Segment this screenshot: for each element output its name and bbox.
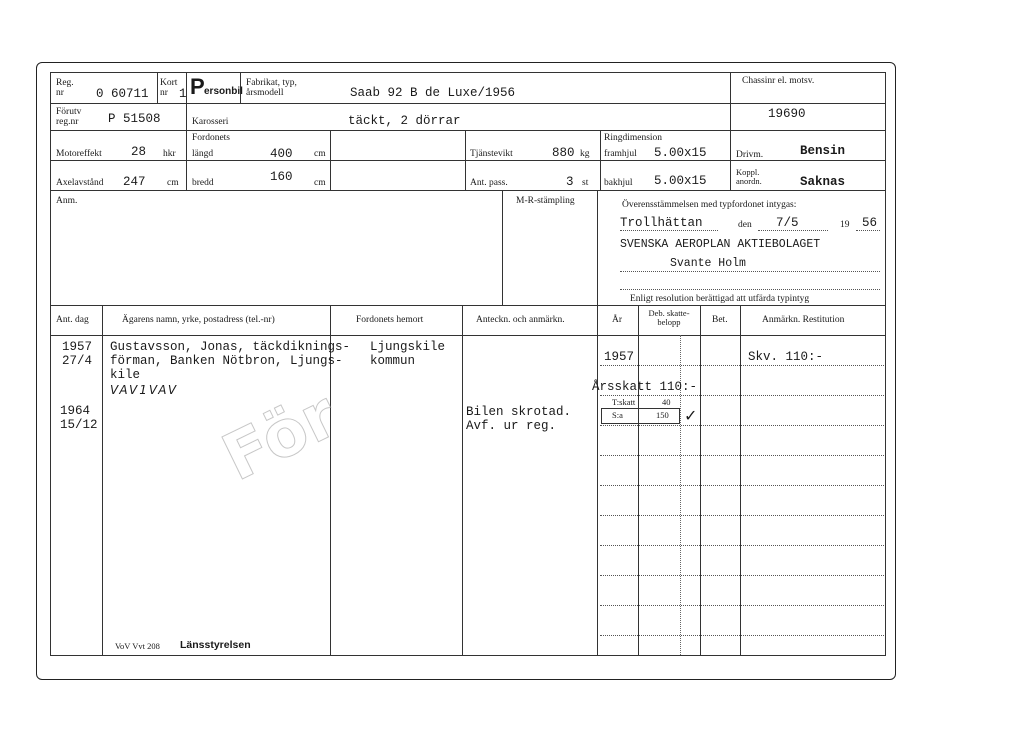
- rule: [600, 575, 884, 576]
- cert-place: Trollhättan: [620, 216, 703, 230]
- anm-label: Anm.: [56, 196, 78, 206]
- koppl-value: Saknas: [800, 175, 846, 189]
- koppl-label: Koppl. anordn.: [736, 167, 762, 186]
- rule: [740, 305, 741, 655]
- rule: [730, 72, 731, 190]
- enligt-resolution: Enligt resolution berättigad att utfärda typintyg: [630, 294, 810, 304]
- rule: [638, 305, 639, 655]
- bredd-value: 160: [270, 170, 293, 184]
- rule: [600, 635, 884, 636]
- drivm-value: Bensin: [800, 144, 846, 158]
- arsskatt-value: Årsskatt 110:-: [592, 380, 698, 394]
- rule: [856, 230, 880, 231]
- col-deb-skattebelopp: Deb. skatte- belopp: [648, 308, 690, 327]
- rule: [597, 305, 598, 655]
- karosseri-label: Karosseri: [192, 117, 229, 127]
- sa-label: S:a: [612, 410, 623, 420]
- year-prefix: 19: [840, 220, 850, 230]
- rule: [600, 395, 884, 396]
- framhjul-label: framhjul: [604, 149, 637, 159]
- owner-line-3: kile: [110, 368, 141, 382]
- fabrikat-label: Fabrikat, typ, årsmodell: [246, 78, 297, 98]
- faded-stamp: För: [211, 378, 349, 496]
- cert-date: 7/5: [776, 216, 799, 230]
- handwritten-mark: VAV1VAV: [110, 383, 179, 397]
- tjanstevikt-label: Tjänstevikt: [470, 149, 513, 159]
- sa-value: 150: [656, 410, 669, 420]
- rule: [597, 190, 598, 305]
- rule: [157, 72, 158, 103]
- rule: [600, 130, 601, 190]
- rule: [600, 605, 884, 606]
- rule: [600, 425, 884, 426]
- antpass-label: Ant. pass.: [470, 178, 508, 188]
- issuer-name: Länsstyrelsen: [180, 639, 251, 651]
- rule: [102, 305, 103, 655]
- signatory-name: Svante Holm: [670, 257, 746, 270]
- col-agarens-namn: Ägarens namn, yrke, postadress (tel.-nr): [122, 315, 275, 325]
- col-ar: År: [612, 315, 623, 325]
- rule: [462, 305, 463, 655]
- rule: [600, 365, 884, 366]
- hemort-value: Ljungskile kommun: [370, 340, 446, 368]
- den-label: den: [738, 220, 752, 230]
- rule: [50, 335, 886, 336]
- rule: [758, 230, 828, 231]
- cm-unit: cm: [167, 178, 179, 188]
- rule: [50, 130, 886, 131]
- kort-label: Kort nr: [160, 78, 178, 98]
- personbil-initial: P: [190, 74, 205, 99]
- rule: [50, 72, 51, 655]
- rule: [620, 271, 880, 272]
- rule: [620, 230, 718, 231]
- chassinr-value: 19690: [768, 107, 806, 121]
- rule: [600, 455, 884, 456]
- rule: [600, 515, 884, 516]
- rule: [600, 485, 884, 486]
- tskatt-value: 40: [662, 397, 671, 407]
- col-bet: Bet.: [712, 315, 728, 325]
- fabrikat-value: Saab 92 B de Luxe/1956: [350, 86, 516, 100]
- owner-date-2: 1964 15/12: [60, 404, 98, 432]
- cm-unit: cm: [314, 149, 326, 159]
- rule: [465, 130, 466, 190]
- karosseri-value: täckt, 2 dörrar: [348, 114, 461, 128]
- form-number: VoV Vvt 208: [115, 641, 160, 651]
- rule: [50, 190, 886, 191]
- reg-nr-value: 0 60711: [96, 87, 149, 101]
- st-unit: st: [582, 178, 589, 188]
- tjanstevikt-value: 880: [552, 146, 575, 160]
- anteckn-value: Bilen skrotad. Avf. ur reg.: [466, 405, 572, 433]
- rule: [50, 305, 886, 306]
- overens-label: Överensstämmelsen med typfordonet intygas:: [622, 200, 797, 210]
- kg-unit: kg: [580, 149, 590, 159]
- rule: [50, 160, 886, 161]
- rule: [186, 103, 187, 190]
- langd-value: 400: [270, 147, 293, 161]
- col-fordonets-hemort: Fordonets hemort: [356, 315, 424, 325]
- checkmark-icon: ✓: [684, 406, 698, 425]
- col-anteckn: Anteckn. och anmärkn.: [476, 315, 565, 325]
- reg-label: Reg. nr: [56, 78, 74, 98]
- fordonets-label: Fordonets: [192, 133, 230, 143]
- company-name: SVENSKA AEROPLAN AKTIEBOLAGET: [620, 238, 821, 251]
- forutv-label: Förutv reg.nr: [56, 107, 82, 127]
- owner-line-2: förman, Banken Nötbron, Ljungs-: [110, 354, 343, 368]
- forutv-value: P 51508: [108, 112, 161, 126]
- rule: [50, 103, 886, 104]
- personbil-label: ersonbil: [204, 86, 243, 97]
- motoreffekt-value: 28: [131, 145, 147, 159]
- bakhjul-value: 5.00x15: [654, 174, 707, 188]
- axelavstand-value: 247: [123, 175, 146, 189]
- rule: [330, 130, 331, 190]
- bredd-label: bredd: [192, 178, 214, 188]
- antpass-value: 3: [566, 175, 574, 189]
- rule: [700, 305, 701, 655]
- mr-stampling-label: M-R-stämpling: [516, 196, 575, 206]
- rule: [600, 545, 884, 546]
- rule: [502, 190, 503, 305]
- remark-value: Skv. 110:-: [748, 350, 824, 364]
- ringdim-label: Ringdimension: [604, 133, 663, 143]
- tax-year: 1957: [604, 350, 635, 364]
- rule: [885, 72, 886, 655]
- rule: [50, 655, 886, 656]
- owner-date-1: 1957 27/4: [62, 340, 93, 368]
- motoreffekt-label: Motoreffekt: [56, 149, 102, 159]
- chassinr-label: Chassinr el. motsv.: [742, 76, 815, 86]
- tskatt-label: T:skatt: [612, 397, 636, 407]
- rule: [50, 72, 886, 73]
- col-ant-dag: Ant. dag: [56, 315, 89, 325]
- langd-label: längd: [192, 149, 214, 159]
- framhjul-value: 5.00x15: [654, 146, 707, 160]
- kort-nr-value: 1: [179, 87, 187, 101]
- cm-unit: cm: [314, 178, 326, 188]
- hkr-unit: hkr: [163, 149, 176, 159]
- cert-year: 56: [862, 216, 878, 230]
- rule: [620, 289, 880, 290]
- drivm-label: Drivm.: [736, 150, 764, 160]
- owner-line-1: Gustavsson, Jonas, täckdiknings-: [110, 340, 351, 354]
- axelavstand-label: Axelavstånd: [56, 178, 104, 188]
- col-anmarkn-restitution: Anmärkn. Restitution: [762, 315, 845, 325]
- bakhjul-label: bakhjul: [604, 178, 633, 188]
